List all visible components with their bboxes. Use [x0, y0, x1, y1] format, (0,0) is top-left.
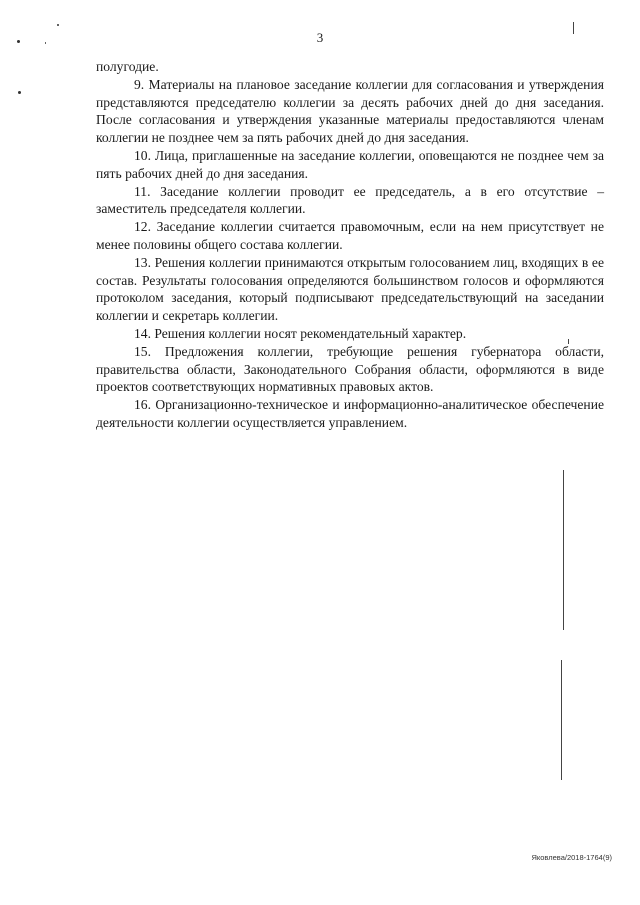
paragraph-14: 14. Решения коллегии носят рекомендательный характер. [134, 325, 467, 341]
paragraph-11: 11. Заседание коллегии проводит ее председатель, а в его отсутствие – заместитель председателя коллегии. [96, 183, 604, 217]
document-code: Яковлева/2018-1764(9) [531, 853, 612, 862]
paragraph-15: 15. Предложения коллегии, требующие решения губернатора области, правительства области, Законодательного Собрания области, оформляются в виде проектов соответствующих нормативных правовых актов. [96, 343, 604, 395]
paragraph-13: 13. Решения коллегии принимаются открытым голосованием лиц, входящих в ее состав. Результаты голосования определяются большинством голосов и оформляются протоколом заседания, который подписывают председательствующий на заседании коллегии и секретарь коллегии. [96, 254, 604, 324]
scan-speck [17, 40, 20, 43]
scan-speck [57, 24, 59, 26]
scan-speck [18, 91, 21, 94]
paragraph-continuation: полугодие. [96, 59, 159, 74]
scan-mark [573, 22, 574, 34]
scan-speck [45, 42, 46, 44]
paragraph-10: 10. Лица, приглашенные на заседание коллегии, оповещаются не позднее чем за пять рабочих дней до дня заседания. [96, 147, 604, 181]
document-body [96, 58, 604, 432]
paragraph-16: 16. Организационно-техническое и информационно-аналитическое обеспечение деятельности коллегии осуществляется управлением. [96, 397, 604, 430]
scan-line [563, 470, 564, 630]
scan-line [561, 660, 562, 780]
page-number: 3 [316, 30, 324, 45]
scan-mark [568, 339, 569, 344]
paragraph-9: 9. Материалы на плановое заседание коллегии для согласования и утверждения представляются председателю коллегии за десять рабочих дней до дня заседания. После согласования и утверждения указанные материалы предоставляются членам коллегии не позднее чем за пять рабочих дней до дня заседания. [96, 76, 604, 146]
paragraph-12: 12. Заседание коллегии считается правомочным, если на нем присутствует не менее половины общего состава коллегии. [96, 219, 604, 252]
